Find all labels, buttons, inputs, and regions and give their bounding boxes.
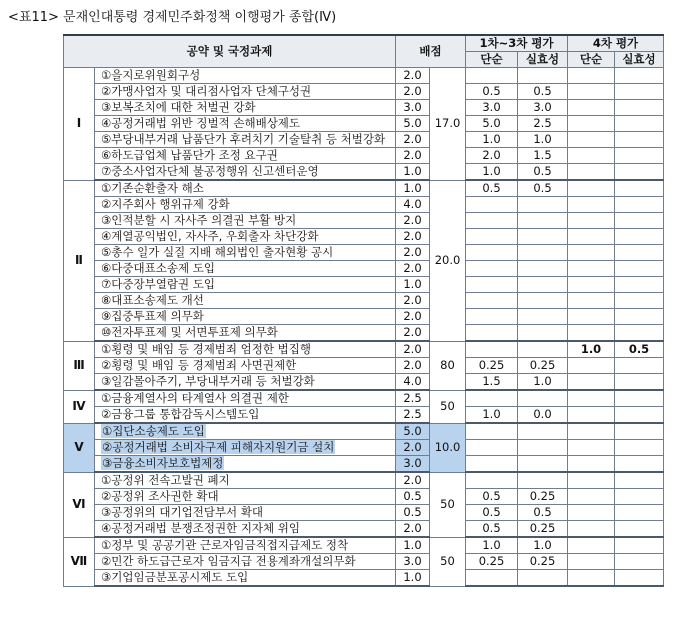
effective-4-score: [615, 570, 664, 587]
effective-4-score: [615, 68, 664, 84]
pledge-item-name: ⑥하도급업체 납품단가 조정 요구권: [101, 148, 278, 162]
item-weight: 2.0: [396, 521, 430, 538]
effective-4-score: [615, 277, 664, 293]
pledge-item-cell: [95, 456, 396, 473]
simple-4-score: [568, 505, 615, 521]
pledge-item-cell: [95, 341, 396, 358]
simple-13-score: 1.0: [466, 132, 518, 148]
group-number: Ⅲ: [64, 341, 95, 390]
simple-4-score: [568, 213, 615, 229]
effective-4-score: [615, 197, 664, 213]
effective-4-score: [615, 505, 664, 521]
pledge-item-name: ⑥다중대표소송제 도입: [101, 261, 215, 275]
simple-13-score: [466, 309, 518, 325]
table-row: [64, 245, 664, 261]
effective-4-score: [615, 537, 664, 554]
item-weight: 3.0: [396, 554, 430, 570]
pledge-item-cell: [95, 358, 396, 374]
item-weight: 2.0: [396, 213, 430, 229]
item-weight: 1.0: [396, 180, 430, 197]
pledge-item-cell: [95, 197, 396, 213]
table-body: [64, 68, 664, 587]
pledge-item-cell: [95, 180, 396, 197]
group-total: 10.0: [430, 423, 466, 472]
pledge-item-name: ②횡령 및 배임 등 경제범죄 사면권제한: [101, 358, 297, 372]
group-total: 20.0: [430, 180, 466, 341]
effective-13-score: [518, 68, 568, 84]
simple-4-score: [568, 197, 615, 213]
pledge-item-name: ⑦중소사업자단체 불공정행위 신고센터운영: [101, 164, 319, 178]
pledge-item-name: ⑩전자투표제 및 서면투표제 의무화: [101, 325, 278, 339]
pledge-item-cell: [95, 213, 396, 229]
pledge-item-name: ②민간 하도급근로자 임금지급 전용계좌개설의무화: [101, 554, 356, 568]
effective-13-score: 0.0: [518, 407, 568, 424]
simple-13-score: 0.5: [466, 489, 518, 505]
pledge-item-cell: [95, 84, 396, 100]
simple-4-score: [568, 180, 615, 197]
simple-4-score: [568, 325, 615, 342]
header-eval-4: 4차 평가: [568, 35, 664, 52]
table-caption: <표11> 문재인대통령 경제민주화정책 이행평가 종합(Ⅳ): [8, 10, 337, 25]
effective-13-score: 0.25: [518, 358, 568, 374]
item-weight: 2.0: [396, 472, 430, 489]
pledge-item-cell: [95, 148, 396, 164]
table-row: [64, 277, 664, 293]
pledge-item-cell: [95, 440, 396, 456]
item-weight: 2.5: [396, 407, 430, 424]
simple-13-score: [466, 197, 518, 213]
simple-13-score: [466, 390, 518, 407]
simple-13-score: [466, 277, 518, 293]
effective-13-score: [518, 456, 568, 473]
header-simple-4: 단순: [568, 52, 615, 68]
item-weight: 2.0: [396, 84, 430, 100]
effective-13-score: [518, 261, 568, 277]
table-row: [64, 229, 664, 245]
pledge-item-name: ⑧대표소송제도 개선: [101, 293, 204, 307]
table-row: [64, 390, 664, 407]
effective-13-score: 1.5: [518, 148, 568, 164]
pledge-item-name: ③보복조치에 대한 처벌권 강화: [101, 100, 256, 114]
effective-13-score: 0.25: [518, 489, 568, 505]
table-row: [64, 309, 664, 325]
simple-4-score: [568, 116, 615, 132]
pledge-item-cell: [95, 68, 396, 84]
effective-13-score: [518, 213, 568, 229]
pledge-item-name: ⑦다중장부열람권 도입: [101, 277, 215, 291]
simple-4-score: [568, 164, 615, 181]
header-eval-1-3: 1차~3차 평가: [466, 35, 568, 52]
table-row: [64, 261, 664, 277]
header-effective-4: 실효성: [615, 52, 664, 68]
table-row: [64, 472, 664, 489]
pledge-item-cell: [95, 472, 396, 489]
pledge-item-name: ⑨집중투표제 의무화: [101, 309, 204, 323]
pledge-item-cell: [95, 325, 396, 342]
simple-13-score: 5.0: [466, 116, 518, 132]
pledge-item-cell: [95, 293, 396, 309]
effective-4-score: [615, 554, 664, 570]
simple-4-score: [568, 229, 615, 245]
pledge-item-cell: [95, 407, 396, 424]
effective-13-score: [518, 309, 568, 325]
effective-4-score: [615, 309, 664, 325]
table-row: [64, 423, 664, 440]
pledge-item-name: ⑤부당내부거래 납품단가 후려치기 기술탈취 등 처벌강화: [101, 132, 386, 146]
pledge-item-name: ①공정위 전속고발권 폐지: [101, 473, 230, 487]
effective-13-score: [518, 570, 568, 587]
table-row: [64, 180, 664, 197]
simple-13-score: [466, 213, 518, 229]
simple-4-score: [568, 245, 615, 261]
simple-4-score: [568, 148, 615, 164]
simple-4-score: [568, 84, 615, 100]
pledge-item-cell: [95, 277, 396, 293]
simple-4-score: [568, 309, 615, 325]
effective-13-score: 1.0: [518, 132, 568, 148]
effective-13-score: [518, 440, 568, 456]
pledge-item-cell: [95, 164, 396, 181]
simple-13-score: 0.5: [466, 505, 518, 521]
effective-4-score: [615, 358, 664, 374]
simple-4-score: [568, 423, 615, 440]
pledge-item-name: ③인적분할 시 자사주 의결권 부활 방지: [101, 213, 297, 227]
pledge-item-name: ①을지로위원회구성: [101, 68, 201, 82]
effective-4-score: [615, 374, 664, 391]
pledge-item-cell: [95, 229, 396, 245]
pledge-item-cell: [95, 390, 396, 407]
table-row: [64, 293, 664, 309]
pledge-item-name: ①정부 및 공공기관 근로자임금직접지급제도 정착: [101, 538, 349, 552]
effective-13-score: [518, 197, 568, 213]
item-weight: 2.0: [396, 358, 430, 374]
effective-4-score: [615, 148, 664, 164]
effective-13-score: 0.25: [518, 521, 568, 538]
evaluation-table-container: [63, 34, 663, 587]
table-row: [64, 68, 664, 84]
pledge-item-cell: [95, 309, 396, 325]
evaluation-table: [63, 34, 664, 587]
simple-4-score: [568, 390, 615, 407]
effective-4-score: [615, 456, 664, 473]
simple-13-score: 1.0: [466, 164, 518, 181]
item-weight: 3.0: [396, 456, 430, 473]
simple-4-score: [568, 100, 615, 116]
table-row: [64, 440, 664, 456]
pledge-item-cell: [95, 521, 396, 538]
header-effective-13: 실효성: [518, 52, 568, 68]
simple-4-score: [568, 293, 615, 309]
effective-4-score: [615, 472, 664, 489]
simple-13-score: 0.5: [466, 180, 518, 197]
pledge-item-name: ④공정거래법 위반 징벌적 손해배상제도: [101, 116, 301, 130]
effective-4-score: [615, 245, 664, 261]
item-weight: 0.5: [396, 489, 430, 505]
effective-13-score: [518, 325, 568, 342]
group-total: 50: [430, 390, 466, 423]
simple-4-score: [568, 261, 615, 277]
pledge-item-name: ④계열공익법인, 자사주, 우회출자 차단강화: [101, 229, 319, 243]
effective-4-score: [615, 325, 664, 342]
simple-13-score: [466, 229, 518, 245]
effective-4-score: [615, 261, 664, 277]
table-row: [64, 341, 664, 358]
effective-4-score: [615, 180, 664, 197]
simple-13-score: 0.5: [466, 521, 518, 538]
table-row: [64, 570, 664, 587]
simple-4-score: [568, 537, 615, 554]
simple-4-score: [568, 489, 615, 505]
pledge-item-cell: [95, 570, 396, 587]
header-weight: 배점: [396, 35, 466, 68]
pledge-item-cell: [95, 245, 396, 261]
item-weight: 1.0: [396, 537, 430, 554]
simple-13-score: [466, 472, 518, 489]
table-row: [64, 325, 664, 342]
effective-13-score: [518, 423, 568, 440]
effective-4-score: [615, 84, 664, 100]
effective-4-score: [615, 229, 664, 245]
item-weight: 2.0: [396, 245, 430, 261]
item-weight: 2.5: [396, 390, 430, 407]
item-weight: 2.0: [396, 132, 430, 148]
item-weight: 5.0: [396, 116, 430, 132]
pledge-item-name: ③기업임금분포공시제도 도입: [101, 570, 249, 584]
pledge-item-cell: [95, 261, 396, 277]
simple-4-score: 1.0: [568, 341, 615, 358]
effective-4-score: [615, 407, 664, 424]
simple-4-score: [568, 68, 615, 84]
item-weight: 2.0: [396, 309, 430, 325]
pledge-item-cell: [95, 489, 396, 505]
item-weight: 2.0: [396, 325, 430, 342]
item-weight: 4.0: [396, 197, 430, 213]
simple-4-score: [568, 521, 615, 538]
item-weight: 1.0: [396, 277, 430, 293]
item-weight: 0.5: [396, 505, 430, 521]
effective-4-score: [615, 213, 664, 229]
item-weight: 2.0: [396, 261, 430, 277]
simple-13-score: [466, 341, 518, 358]
item-weight: 5.0: [396, 423, 430, 440]
effective-13-score: 0.5: [518, 505, 568, 521]
group-number: Ⅱ: [64, 180, 95, 341]
item-weight: 4.0: [396, 374, 430, 391]
pledge-item-name: ③공정위의 대기업전담부서 확대: [101, 505, 264, 519]
effective-4-score: [615, 164, 664, 181]
pledge-item-name: ②공정위 조사권한 확대: [101, 489, 219, 503]
table-row: [64, 407, 664, 424]
simple-4-score: [568, 554, 615, 570]
simple-4-score: [568, 472, 615, 489]
effective-4-score: [615, 390, 664, 407]
header-pledge: 공약 및 국정과제: [64, 35, 396, 68]
pledge-item-name: ②공정거래법 소비자구제 피해자지원기금 설치: [102, 440, 335, 454]
simple-13-score: 1.0: [466, 537, 518, 554]
pledge-item-cell: [95, 116, 396, 132]
effective-4-score: [615, 132, 664, 148]
effective-4-score: [615, 116, 664, 132]
simple-13-score: [466, 245, 518, 261]
pledge-item-cell: [95, 100, 396, 116]
table-row: [64, 116, 664, 132]
item-weight: 2.0: [396, 229, 430, 245]
item-weight: 1.0: [396, 164, 430, 181]
pledge-item-cell: [95, 132, 396, 148]
simple-13-score: [466, 570, 518, 587]
simple-13-score: 3.0: [466, 100, 518, 116]
simple-4-score: [568, 358, 615, 374]
table-row: [64, 100, 664, 116]
pledge-item-name: ①금융계열사의 타계열사 의결권 제한: [101, 391, 289, 405]
group-total: 17.0: [430, 68, 466, 181]
pledge-item-cell: [95, 554, 396, 570]
table-row: [64, 505, 664, 521]
simple-13-score: [466, 325, 518, 342]
simple-13-score: [466, 423, 518, 440]
item-weight: 3.0: [396, 100, 430, 116]
simple-13-score: 2.0: [466, 148, 518, 164]
pledge-item-name: ②지주회사 행위규제 강화: [101, 197, 230, 211]
pledge-item-name: ①집단소송제도 도입: [102, 424, 205, 438]
group-total: 80: [430, 341, 466, 390]
simple-4-score: [568, 440, 615, 456]
effective-4-score: [615, 521, 664, 538]
simple-4-score: [568, 570, 615, 587]
item-weight: 2.0: [396, 293, 430, 309]
table-row: [64, 84, 664, 100]
effective-4-score: [615, 423, 664, 440]
effective-13-score: [518, 229, 568, 245]
effective-13-score: 1.0: [518, 537, 568, 554]
effective-13-score: [518, 341, 568, 358]
simple-4-score: [568, 456, 615, 473]
effective-13-score: [518, 293, 568, 309]
effective-4-score: [615, 440, 664, 456]
group-number: Ⅴ: [64, 423, 95, 472]
table-row: [64, 554, 664, 570]
simple-4-score: [568, 132, 615, 148]
table-row: [64, 521, 664, 538]
table-row: [64, 358, 664, 374]
group-total: 50: [430, 472, 466, 537]
pledge-item-cell: [95, 505, 396, 521]
effective-13-score: 0.5: [518, 164, 568, 181]
table-row: [64, 148, 664, 164]
group-number: Ⅰ: [64, 68, 95, 181]
effective-13-score: [518, 277, 568, 293]
pledge-item-name: ③일감몰아주기, 부당내부거래 등 처벌강화: [101, 374, 315, 388]
table-row: [64, 197, 664, 213]
simple-13-score: [466, 293, 518, 309]
simple-13-score: [466, 68, 518, 84]
group-total: 50: [430, 537, 466, 586]
pledge-item-cell: [95, 423, 396, 440]
simple-13-score: [466, 440, 518, 456]
effective-13-score: 1.0: [518, 374, 568, 391]
pledge-item-cell: [95, 537, 396, 554]
table-row: [64, 132, 664, 148]
effective-4-score: [615, 489, 664, 505]
simple-13-score: 0.25: [466, 358, 518, 374]
pledge-item-name: ⑤총수 일가 실질 지배 해외법인 출자현황 공시: [101, 245, 334, 259]
simple-4-score: [568, 374, 615, 391]
effective-4-score: [615, 293, 664, 309]
pledge-item-name: ①횡령 및 배임 등 경제범죄 엄정한 법집행: [101, 342, 311, 356]
simple-13-score: [466, 456, 518, 473]
effective-13-score: 2.5: [518, 116, 568, 132]
simple-13-score: 0.25: [466, 554, 518, 570]
item-weight: 2.0: [396, 440, 430, 456]
simple-4-score: [568, 277, 615, 293]
table-row: [64, 537, 664, 554]
pledge-item-name: ④공정거래법 분쟁조정권한 지자체 위임: [101, 521, 301, 535]
pledge-item-name: ②가맹사업자 및 대리점사업자 단체구성권: [101, 84, 312, 98]
simple-13-score: [466, 261, 518, 277]
table-row: [64, 164, 664, 181]
header-simple-13: 단순: [466, 52, 518, 68]
pledge-item-name: ③금융소비자보호법제정: [102, 456, 224, 470]
effective-4-score: [615, 100, 664, 116]
group-number: Ⅶ: [64, 537, 95, 586]
table-row: [64, 456, 664, 473]
effective-13-score: 0.5: [518, 180, 568, 197]
effective-13-score: 3.0: [518, 100, 568, 116]
item-weight: 1.0: [396, 570, 430, 587]
pledge-item-cell: [95, 374, 396, 391]
effective-13-score: [518, 472, 568, 489]
effective-13-score: 0.5: [518, 84, 568, 100]
effective-4-score: 0.5: [615, 341, 664, 358]
pledge-item-name: ②금융그룹 통합감독시스템도입: [101, 407, 260, 421]
item-weight: 2.0: [396, 68, 430, 84]
simple-4-score: [568, 407, 615, 424]
group-number: Ⅵ: [64, 472, 95, 537]
effective-13-score: [518, 390, 568, 407]
simple-13-score: 1.5: [466, 374, 518, 391]
table-row: [64, 374, 664, 391]
item-weight: 2.0: [396, 341, 430, 358]
group-number: Ⅳ: [64, 390, 95, 423]
item-weight: 2.0: [396, 148, 430, 164]
effective-13-score: 0.25: [518, 554, 568, 570]
effective-13-score: [518, 245, 568, 261]
table-row: [64, 489, 664, 505]
simple-13-score: 0.5: [466, 84, 518, 100]
simple-13-score: 1.0: [466, 407, 518, 424]
table-row: [64, 213, 664, 229]
pledge-item-name: ①기존순환출자 해소: [101, 181, 204, 195]
